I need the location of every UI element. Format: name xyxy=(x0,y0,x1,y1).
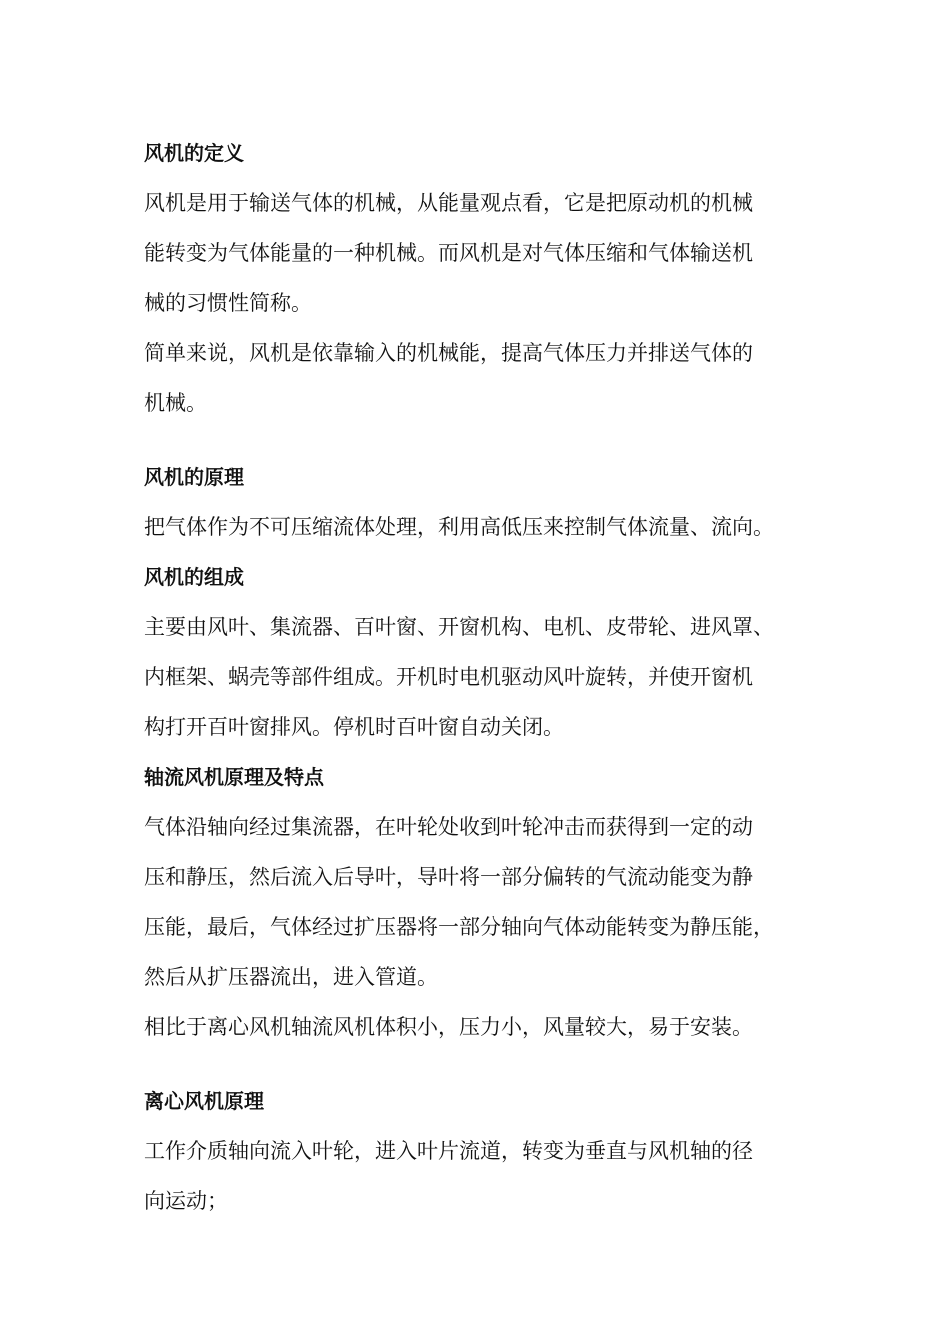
paragraph xyxy=(144,802,814,1002)
section-heading-axial-fan: 轴流风机原理及特点 xyxy=(144,765,324,789)
paragraph xyxy=(144,602,814,752)
text-line: 压能，最后，气体经过扩压器将一部分轴向气体动能转变为静压能， xyxy=(144,915,774,939)
text-line: 简单来说，风机是依靠输入的机械能，提高气体压力并排送气体的 xyxy=(144,341,753,365)
text-line: 相比于离心风机轴流风机体积小，压力小，风量较大，易于安装。 xyxy=(144,1015,753,1039)
paragraph xyxy=(144,1002,814,1052)
paragraph xyxy=(144,328,814,428)
text-line: 机械。 xyxy=(144,391,207,415)
paragraph xyxy=(144,178,814,328)
text-line: 内框架、蜗壳等部件组成。开机时电机驱动风叶旋转，并使开窗机 xyxy=(144,665,753,689)
section-spacer xyxy=(144,1052,814,1076)
paragraph xyxy=(144,502,814,552)
section-spacer xyxy=(144,428,814,452)
paragraph xyxy=(144,1126,814,1226)
text-line: 能转变为气体能量的一种机械。而风机是对气体压缩和气体输送机 xyxy=(144,241,753,265)
section-heading-fan-definition: 风机的定义 xyxy=(144,141,244,165)
document-body xyxy=(144,128,814,1226)
section-heading-fan-principle: 风机的原理 xyxy=(144,465,244,489)
text-line: 压和静压，然后流入后导叶，导叶将一部分偏转的气流动能变为静 xyxy=(144,865,753,889)
text-line: 气体沿轴向经过集流器，在叶轮处收到叶轮冲击而获得到一定的动 xyxy=(144,815,753,839)
text-line: 主要由风叶、集流器、百叶窗、开窗机构、电机、皮带轮、进风罩、 xyxy=(144,615,774,639)
text-line: 构打开百叶窗排风。停机时百叶窗自动关闭。 xyxy=(144,715,564,739)
text-line: 风机是用于输送气体的机械，从能量观点看，它是把原动机的机械 xyxy=(144,191,753,215)
text-line: 把气体作为不可压缩流体处理，利用高低压来控制气体流量、流向。 xyxy=(144,515,774,539)
text-line: 向运动； xyxy=(144,1189,228,1213)
text-line: 械的习惯性简称。 xyxy=(144,291,312,315)
text-line: 工作介质轴向流入叶轮，进入叶片流道，转变为垂直与风机轴的径 xyxy=(144,1139,753,1163)
section-heading-centrifugal-fan: 离心风机原理 xyxy=(144,1089,264,1113)
text-line: 然后从扩压器流出，进入管道。 xyxy=(144,965,438,989)
section-heading-fan-composition: 风机的组成 xyxy=(144,565,244,589)
